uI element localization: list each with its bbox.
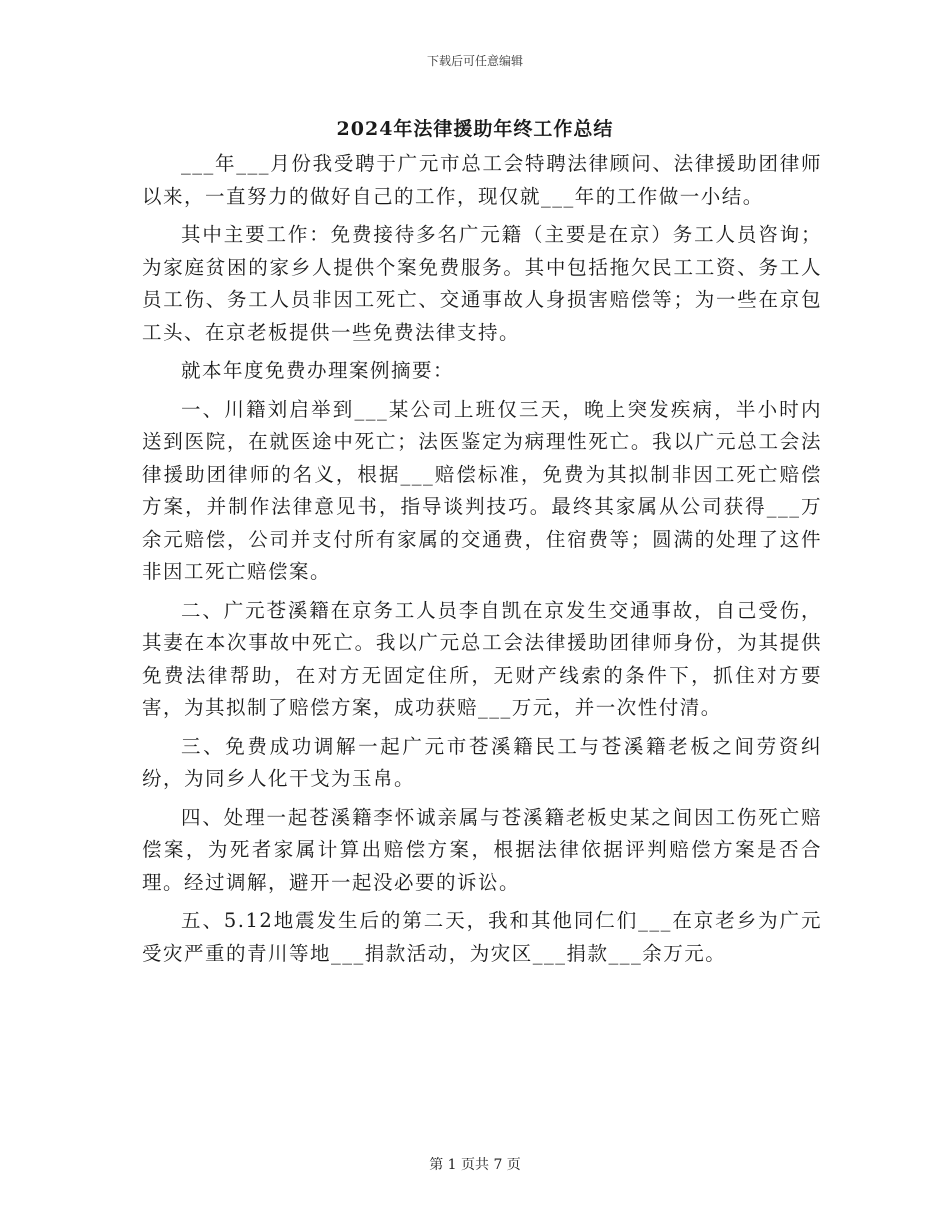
paragraph-intro: ___年___月份我受聘于广元市总工会特聘法律顾问、法律援助团律师以来，一直努力的做好自己的工作，现仅就___年的工作做一小结。 — [142, 152, 822, 208]
paragraph-case-4: 四、处理一起苍溪籍李怀诚亲属与苍溪籍老板史某之间因工伤死亡赔偿案，为死者家属计算出赔偿方案，根据法律依据评判赔偿方案是否合理。经过调解，避开一起没必要的诉讼。 — [142, 805, 822, 894]
page-header: 下载后可任意编辑 — [426, 54, 523, 68]
paragraph-case-summary-heading: 就本年度免费办理案例摘要： — [181, 359, 455, 382]
paragraph-case-5: 五、5.12地震发生后的第二天，我和其他同仁们___在京老乡为广元受灾严重的青川等地___捐款活动，为灾区___捐款___余万元。 — [142, 909, 822, 965]
paragraph-case-2: 二、广元苍溪籍在京务工人员李自凯在京发生交通事故，自己受伤，其妻在本次事故中死亡。我以广元总工会法律援助团律师身份，为其提供免费法律帮助，在对方无固定住所，无财产线索的条件下，抓住对方要害，为其拟制了赔偿方案，成功获赔___万元，并一次性付清。 — [142, 598, 822, 719]
paragraph-case-3: 三、免费成功调解一起广元市苍溪籍民工与苍溪籍老板之间劳资纠纷，为同乡人化干戈为玉帛。 — [142, 734, 822, 790]
document-body — [142, 148, 822, 976]
page-number: 第 1 页共 7 页 — [429, 1157, 521, 1173]
document-title: 2024年法律援助年终工作总结 — [336, 118, 614, 140]
paragraph-main-work: 其中主要工作：免费接待多名广元籍（主要是在京）务工人员咨询；为家庭贫困的家乡人提供个案免费服务。其中包括拖欠民工工资、务工人员工伤、务工人员非因工死亡、交通事故人身损害赔偿等；为一些在京包工头、在京老板提供一些免费法律支持。 — [142, 223, 822, 344]
paragraph-case-1: 一、川籍刘启举到___某公司上班仅三天，晚上突发疾病，半小时内送到医院，在就医途中死亡；法医鉴定为病理性死亡。我以广元总工会法律援助团律师的名义，根据___赔偿标准，免费为其拟制非因工死亡赔偿方案，并制作法律意见书，指导谈判技巧。最终其家属从公司获得___万余元赔偿，公司并支付所有家属的交通费，住宿费等；圆满的处理了这件非因工死亡赔偿案。 — [142, 397, 822, 583]
